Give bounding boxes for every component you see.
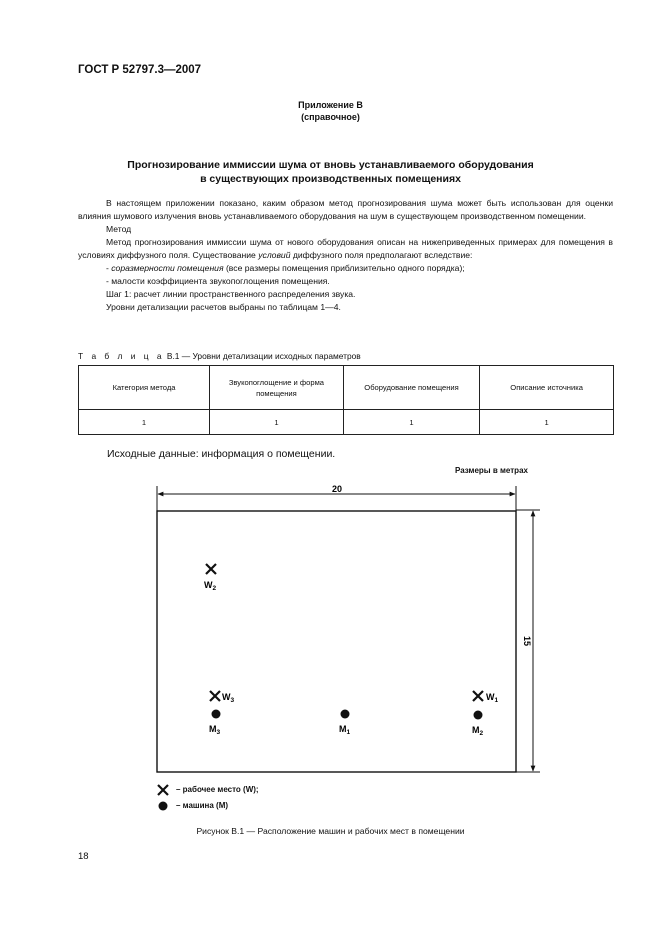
- point-label: $M_3$: [209, 724, 221, 736]
- figure-caption: Рисунок В.1 — Расположение машин и рабочих мест в помещении: [196, 826, 465, 836]
- header-absorption: Звукопоглощение и форма помещения: [210, 366, 344, 410]
- point-label: $W_3$: [222, 692, 235, 704]
- point-label: $M_1$: [339, 724, 351, 736]
- title-line-2: в существующих производственных помещениях: [200, 173, 461, 185]
- list-item-rest: (все размеры помещения приблизительно одного порядка);: [223, 263, 465, 273]
- dot-icon: [341, 710, 350, 719]
- cross-icon: [210, 691, 220, 701]
- figure-intro: Исходные данные: информация о помещении.: [107, 448, 336, 460]
- point-label: $W_2$: [204, 580, 217, 592]
- header-method-category: Категория метода: [79, 366, 210, 410]
- title-line-1: Прогнозирование иммиссии шума от вновь устанавливаемого оборудования: [127, 159, 534, 171]
- list-dash: -: [106, 263, 112, 273]
- header-source: Описание источника: [480, 366, 614, 410]
- legend-workplace: – рабочее место (W);: [176, 785, 259, 794]
- table-cell: 1: [343, 410, 479, 435]
- list-item-emphasis: соразмерности помещения: [111, 263, 224, 273]
- paragraph-method-heading: Метод: [106, 224, 132, 234]
- dot-icon: [212, 710, 221, 719]
- legend-cross-icon: [158, 785, 168, 795]
- table-caption-text: В.1 — Уровни детализации исходных параметров: [164, 351, 361, 361]
- method-text-b: диффузного поля предполагают вследствие:: [290, 250, 473, 260]
- table-caption-prefix: Т а б л и ц а: [78, 351, 165, 361]
- paragraph-intro: В настоящем приложении показано, каким образом метод прогнозирования шума может быть использован для оценки влияния шумового излучения вновь устанавливаемого оборудования на шум в существующем производственном помещении.: [78, 198, 613, 221]
- legend-dot-icon: [159, 802, 168, 811]
- table-cell: 1: [210, 410, 344, 435]
- table-cell: 1: [480, 410, 614, 435]
- legend-machine: – машина (M): [176, 801, 229, 810]
- paragraph-step1: Шаг 1: расчет линии пространственного распределения звука.: [106, 289, 356, 299]
- width-label: 20: [331, 484, 343, 494]
- table-cell: 1: [79, 410, 210, 435]
- cross-icon: [473, 691, 483, 701]
- point-label: $M_2$: [472, 725, 484, 737]
- height-label: 15: [522, 635, 532, 647]
- units-note: Размеры в метрах: [455, 466, 528, 475]
- annex-note: (справочное): [301, 112, 360, 122]
- paragraph-levels: Уровни детализации расчетов выбраны по таблицам 1—4.: [106, 302, 341, 312]
- machine-m2: [472, 711, 484, 738]
- method-text-a: Метод прогнозирования иммиссии шума от нового оборудования описан на нижеприведенных примерах для помещения в условиях диффузного поля. Существование: [78, 237, 613, 260]
- dot-icon: [474, 711, 483, 720]
- workplace-w1: [473, 691, 499, 704]
- list-item-absorption: - малости коэффициента звукопоглощения помещения.: [106, 276, 330, 286]
- height-dimension: [516, 510, 540, 772]
- page-number: 18: [78, 851, 89, 862]
- workplace-w3: [210, 691, 235, 704]
- width-dimension: [157, 484, 516, 512]
- annex-title: Приложение В: [298, 100, 363, 110]
- header-equipment: Оборудование помещения: [343, 366, 479, 410]
- point-label: $W_1$: [486, 692, 499, 704]
- standard-header: ГОСТ Р 52797.3—2007: [78, 64, 202, 76]
- workplace-w2: [204, 564, 217, 592]
- method-emphasis: условий: [258, 250, 291, 260]
- machine-m1: [339, 710, 351, 737]
- cross-icon: [206, 564, 216, 574]
- machine-m3: [209, 710, 221, 737]
